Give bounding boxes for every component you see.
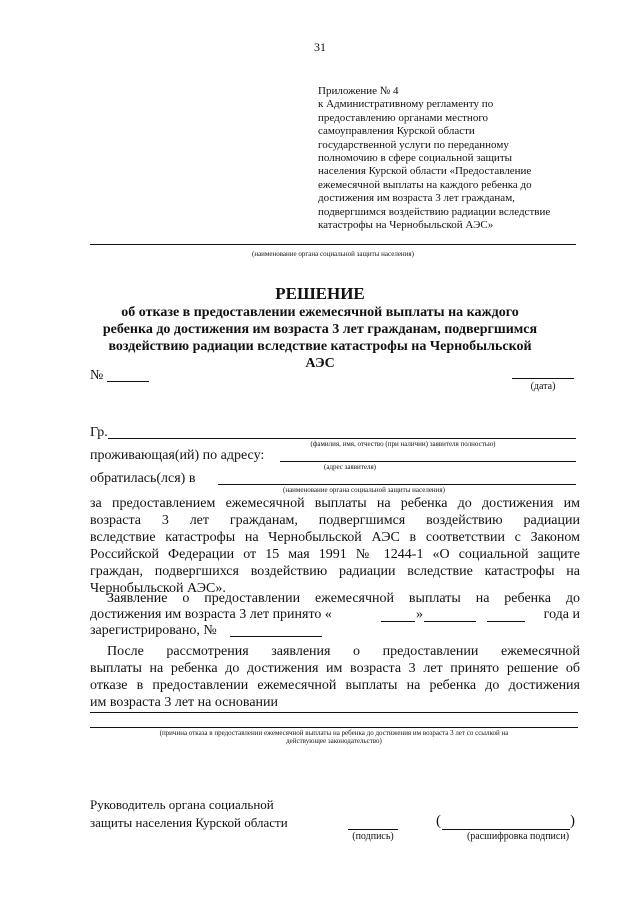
head-title-line-1: Руководитель органа социальной — [90, 797, 274, 812]
applicant-name-caption: (фамилия, имя, отчество (при наличии) заявителя полностью) — [310, 440, 496, 448]
appendix-line: катастрофы на Чернобыльской АЭС» — [318, 219, 494, 232]
application-line-1 — [107, 590, 580, 607]
paragraph-line: Заявление о предоставлении ежемесячной выплаты на ребенка до — [107, 591, 580, 606]
decision-subtitle — [80, 304, 560, 372]
org-name-caption: (наименование органа социальной защиты населения) — [252, 250, 414, 258]
accepted-month-line — [424, 621, 476, 622]
paragraph-line: отказе в предоставлении ежемесячной выплаты на ребенка до достижения — [90, 678, 580, 693]
review-line-1 — [107, 643, 580, 660]
signature-caption: (подпись) — [352, 831, 394, 842]
gr-label: Гр. — [90, 425, 108, 440]
appendix-line: достижения им возраста 3 лет гражданам, — [318, 192, 515, 205]
address-line — [280, 461, 576, 462]
decision-date-caption: (дата) — [530, 381, 556, 392]
decision-number-label: № — [90, 368, 104, 383]
accepted-year-line — [487, 621, 525, 622]
page-number: 31 — [314, 40, 326, 54]
appendix-line: самоуправления Курской области — [318, 125, 475, 138]
decode-caption: (расшифровка подписи) — [466, 831, 570, 842]
paragraph-line: граждан, подвергшихся воздействию радиации вследствие катастрофы на — [90, 564, 580, 579]
subtitle-line: АЭС — [305, 356, 335, 371]
subtitle-line: ребенка до достижения им возраста 3 лет гражданам, подвергшимся — [102, 322, 538, 337]
subtitle-line: воздействию радиации вследствие катастрофы на Чернобыльской — [108, 339, 532, 354]
decision-title: РЕШЕНИЕ — [275, 284, 365, 303]
applied-org-caption: (наименование органа социальной защиты населения) — [283, 486, 445, 494]
accepted-quote-close: » — [416, 607, 423, 622]
applicant-name-line — [108, 438, 576, 439]
appendix-line: населения Курской области «Предоставление — [318, 165, 532, 178]
paragraph-line: возраста 3 лет гражданам, подвергшимся воздействию радиации — [90, 513, 580, 528]
appendix-line: к Административному регламенту по — [318, 98, 494, 111]
reason-line-2 — [90, 727, 578, 728]
appendix-line: Приложение № 4 — [318, 85, 399, 97]
paragraph-line: вследствие катастрофы на Чернобыльской АЭС в соответствии с Законом — [90, 530, 580, 545]
appendix-line: предоставлению органами местного — [318, 111, 489, 124]
paragraph-basis — [90, 495, 580, 597]
head-title-line-2: защиты населения Курской области — [90, 815, 288, 830]
decode-line — [442, 829, 570, 830]
paragraph-line: Российской Федерации от 15 мая 1991 № 1244-1 «О социальной защите — [90, 547, 580, 562]
reason-line-1 — [90, 712, 578, 713]
caption-line: (причина отказа в предоставлении ежемесячной выплаты на ребенка до достижения им возраста 3 лет со ссылкой на — [159, 729, 509, 737]
paragraph-review — [90, 660, 580, 711]
caption-line: действующее законодательство) — [286, 737, 382, 745]
decision-number-line — [107, 381, 149, 382]
appendix-block — [318, 85, 578, 232]
paragraph-line: Чернобыльской АЭС». — [90, 581, 226, 596]
registered-label: зарегистрировано, № — [90, 623, 217, 638]
subtitle-line: об отказе в предоставлении ежемесячной выплаты на каждого — [121, 305, 519, 320]
accepted-label: достижения им возраста 3 лет принято « — [90, 607, 332, 622]
decision-date-line — [512, 378, 574, 379]
decode-open-paren: ( — [436, 813, 441, 829]
accepted-day-line — [381, 621, 415, 622]
paragraph-line: После рассмотрения заявления о предоставлении ежемесячной — [107, 644, 580, 659]
paragraph-line: за предоставлением ежемесячной выплаты на ребенка до достижения им — [90, 496, 580, 511]
applied-label: обратилась(лся) в — [90, 471, 196, 486]
paragraph-line: выплаты на ребенка до достижения им возраста 3 лет принято решение об — [90, 661, 580, 676]
accepted-year-label: года и — [543, 607, 580, 622]
paragraph-line: им возраста 3 лет на основании — [90, 695, 279, 710]
org-name-line — [90, 244, 576, 245]
signature-line — [348, 829, 398, 830]
decode-close-paren: ) — [570, 813, 575, 829]
applied-org-line — [218, 484, 576, 485]
appendix-line: подвергшимся воздействию радиации вследствие — [318, 205, 551, 218]
registered-number-line — [230, 636, 322, 637]
appendix-line: ежемесячной выплаты на каждого ребенка до — [318, 178, 532, 191]
address-caption: (адрес заявителя) — [324, 463, 376, 471]
appendix-line: полномочию в сфере социальной защиты — [318, 152, 513, 165]
address-label: проживающая(ий) по адресу: — [90, 448, 265, 463]
appendix-line: государственной услуги по переданному — [318, 138, 509, 151]
reason-caption — [90, 729, 578, 745]
